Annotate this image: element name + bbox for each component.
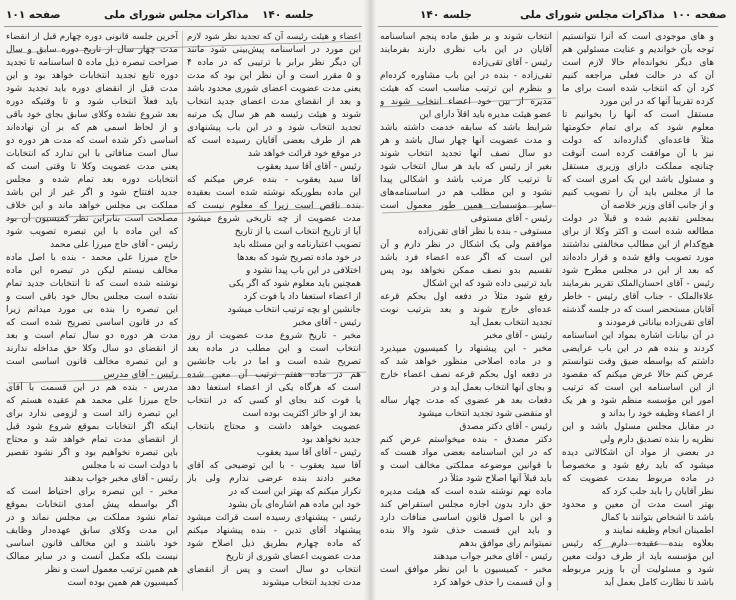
text-line: رفع شود مثلاً در دفعه اول بحکم قرعه xyxy=(380,292,552,302)
text-line: نمیتوانم رأی موافق بدهم xyxy=(458,539,552,549)
text-line: مستوفی - بنده با نظر آقای تقی‌زاده xyxy=(418,227,552,237)
text-line: عضویت خواهد داشت و محتاج بانتخاب xyxy=(187,422,361,432)
text-line: مدت هر دوره دو سال تمام است و بعد xyxy=(6,331,178,341)
text-line: کمیسیون هم همین بوده است xyxy=(67,578,178,588)
text-line: رئیس - آقای آقا سید یعقوب xyxy=(256,448,361,458)
text-line: بمجلس تقدیم شده و قبلاً در دولت xyxy=(562,214,714,224)
left-page-right-column xyxy=(187,31,361,594)
text-line: ماده نهم نوشته شده است که هیئت مدیره xyxy=(380,487,552,497)
text-line: اساسی ذکر شده است که مدت هر دوره دو xyxy=(6,136,178,146)
text-line: بعد از او حائز اکثریت بوده است xyxy=(242,409,361,419)
text-line: آن دیگر نظر برابر با ترتیبی که در ماده ۴ xyxy=(187,58,361,68)
right-page-session-number: جلسه ۱۴۰ xyxy=(420,9,472,21)
text-line: خود باشند و این مخالف قانون اساسی xyxy=(6,539,178,549)
text-line: مخبر - این تبصره برای احتیاط است که xyxy=(6,487,178,497)
text-line: رئیس - آقای مخبر xyxy=(484,331,552,341)
text-line: نشده است مجلس بحال خود باقی است و xyxy=(6,292,178,302)
text-line: این تبصره زائد است و لزومی ندارد برای xyxy=(6,409,178,419)
right-page-number: صفحه ۱۰۰ xyxy=(672,9,727,21)
text-line: این مؤسسه باید از طرف دولت معین xyxy=(562,552,714,562)
text-line: با دولت است نه با مجلس xyxy=(81,461,178,471)
text-line: این تبصره را بنده بی مورد میدانم زیرا xyxy=(6,305,178,315)
text-line: بعد شروع نشده وکلای سابق بجای خود باقی xyxy=(6,110,178,120)
text-line: این ماده بطوریکه نوشته شده است بعقیده xyxy=(187,188,361,198)
text-line: و باید این قسمت حذف شود والا بنده xyxy=(380,526,552,536)
text-line: شوند و هیئت رئیسه هم هر سال یک مرتبه xyxy=(187,110,361,120)
text-line: که بعد از این در مجلس مطرح شود xyxy=(562,266,714,276)
text-line: مدیره از بین خود اعضاء انتخاب شوند و xyxy=(380,97,552,107)
text-line: باید فعلاً انتخاب شود و تا وقتیکه دوره xyxy=(6,97,178,107)
text-line: توجه بآن خواندیم و عنایت مسئولین هم xyxy=(562,45,714,55)
left-page-left-column xyxy=(6,31,178,594)
text-line: انتخاب شوند و بر طبق ماده پنجم اساسنامه xyxy=(380,32,552,42)
text-line: رئیس - آقای مستوفی xyxy=(470,214,552,224)
text-line: ما از مجلس باید آن را تصویب کنیم xyxy=(562,188,714,198)
text-line: در ماده مربوط بمدت عضویت که xyxy=(562,474,714,484)
text-line: و در ماده اصلاحی منظور خواهد شد که xyxy=(380,357,552,367)
text-line: مثلاً قاعده‌ای گذارده‌اند که دولت xyxy=(562,136,714,146)
text-line: و مدت عضویت آنها چهار سال باشد و هر xyxy=(380,136,552,146)
text-line: باید ترتیبی داده شود که این اشکال xyxy=(422,279,552,289)
text-line: بنده ناقص است زیرا که معلوم نیست که xyxy=(187,201,361,211)
text-line: بغیر از رئیس که باید هر سال انتخاب شود xyxy=(380,162,552,172)
text-line: همچنین باید معلوم شود که اگر یکی xyxy=(228,279,361,289)
text-line: جدید نخواهد بود xyxy=(301,435,361,445)
text-line: انتخابات دوره بعد تمام شده و مجلس xyxy=(6,175,178,185)
text-line: تقسیم بدو نصف ممکن نخواهد بود پس xyxy=(380,266,552,276)
text-line: هم همین ترتیب معمول است و نظر xyxy=(45,565,178,575)
text-line: رئیس - آقای مخبر جواب میدهند xyxy=(432,552,552,562)
text-line: رئیس - آقای مخبر جواب بدهند xyxy=(63,474,178,484)
text-line: تقی‌زاده - بنده در این باب مشاوره کرده‌ام xyxy=(380,71,552,81)
text-line: رئیس - آقای مخبر xyxy=(293,318,361,328)
text-line: انتخاب دو سال است و پس از انقضای xyxy=(187,565,361,575)
text-line: مخبر - این پیشنهاد را کمیسیون میپذیرد xyxy=(380,344,552,354)
text-line: تکرار میکنم که بهتر این است که در xyxy=(228,487,361,497)
text-line: امور این مؤسسه منظم شود و هر یک xyxy=(562,396,714,406)
text-line: علاءالملک - جناب آقای رئیس - خاطر xyxy=(562,292,714,302)
text-line: رئیس - آقای آقا سید یعقوب xyxy=(256,162,361,172)
left-page-running-title: مذاکرات مجلس شورای ملی xyxy=(104,9,249,21)
text-line: اعضاء و هیئت رئیسه آن که تجدید نظر شود لازم xyxy=(187,32,361,42)
text-line: مورد تصویب واقع شده و قرار داده‌اند xyxy=(562,253,714,263)
text-line: است که هرگاه یکی از اعضاء استعفا دهد xyxy=(187,383,361,393)
text-line: چنانچه مملکت دارای وزیری مستقل xyxy=(562,162,714,172)
text-line: و آن قسمت را حذف خواهد کرد xyxy=(433,578,552,588)
text-line: نیز با آن موافقت کرده است آنوقت xyxy=(562,149,714,159)
text-line: باشد تا نظارت کامل بعمل آید xyxy=(604,578,714,588)
text-line: های دیگر نخوانده‌ام حالا لازم است xyxy=(562,58,714,68)
text-line: نشود و این مطلب هم در اساسنامه‌های xyxy=(380,188,552,198)
text-line: هم در ماده هفتم ترتیب آن معین شده xyxy=(187,370,361,380)
text-line: مطالعه شده است و اکثر وکلا از برای xyxy=(562,227,714,237)
text-line: و از جانب آقای وزیر خلاصه آن xyxy=(600,201,714,211)
text-line: دو سال نصف آنها تجدید انتخاب شوند xyxy=(380,149,552,159)
text-line: باید قبلاً آنها اصلاح شود مثلاً در xyxy=(439,474,552,484)
text-line: آقا سید یعقوب - با این توضیحی که آقای xyxy=(187,461,361,471)
right-page-column-divider xyxy=(557,31,558,591)
text-line: نیست بلکه مکمل آنست و در سایر ممالک xyxy=(6,552,178,562)
text-line: مخبر - کمیسیون با این نظر موافق است xyxy=(380,565,552,575)
text-line: از این اساسنامه این است که ترتیب xyxy=(562,383,714,393)
text-line: مستقل است که آنها را بخوانیم تا xyxy=(562,110,714,120)
text-line: انتخاب است و این مطلب در ماده بعد xyxy=(187,344,361,354)
text-line: در موقع خود قرائت خواهد شد xyxy=(247,149,361,159)
text-line: عده‌ای خارج شوند و بعد بترتیب نوبت xyxy=(380,305,552,315)
text-line: اگر بواسطه پیش آمدی انتخابات بموقع xyxy=(6,500,178,510)
text-line: آقا سید یعقوب - بنده عرض میکنم که xyxy=(187,175,361,185)
text-line: حق دارد بدون اجازه مجلس استقراض کند xyxy=(380,500,552,510)
text-line: آخرین جلسه قانونی دوره چهارم قبل از انقضاء xyxy=(6,32,178,42)
text-line: تا ترتیب کار مرتب باشد و اشکالی پیدا xyxy=(380,175,552,185)
left-page-number: صفحه ۱۰۱ xyxy=(6,9,61,21)
text-line: مدت عضویت از چه تاریخی شروع میشود xyxy=(187,214,361,224)
text-line: در خود ماده تصریح شود که بعدها xyxy=(237,253,361,263)
text-line: در مقابل مجلس مسئول باشد و این xyxy=(562,422,714,432)
left-page-header-rule xyxy=(4,26,362,27)
text-line: نظر آقایان را باید جلب کرد که xyxy=(601,487,714,497)
text-line: آقایان در این باب نظری دارند بفرمایند xyxy=(380,45,552,55)
text-line: نوشته شده است که تا انتخابات جدید تمام xyxy=(6,279,178,289)
text-line: که ماده چهارم بطریق ذیل اصلاح شود xyxy=(187,539,361,549)
text-line: موافقم ولی یک اشکال در نظر دارم و آن xyxy=(380,240,552,250)
text-line: آن که در حالت فعلی مراجعه کنیم xyxy=(562,71,714,81)
text-line: شود و مسئولیت آن با وزیر مربوطه xyxy=(562,565,714,575)
right-page-header-rule xyxy=(378,26,718,27)
left-page-session-number: جلسه ۱۴۰ xyxy=(262,9,314,21)
text-line: که در قانون اساسی تصریح شده است که xyxy=(6,318,178,328)
text-line: تجدید انتخاب شود و در این باب پیشنهادی xyxy=(187,123,361,133)
text-line: پیشنهاد آقای تدین - بنده پیشنهاد میکنم xyxy=(187,526,361,536)
text-line: مدت تجدید انتخاب میشوند xyxy=(261,578,361,588)
text-line: این است که اگر عده اعضاء فرد باشد xyxy=(380,253,552,263)
text-line: این مورد در اساسنامه پیش‌بینی شود مانند xyxy=(187,45,361,55)
text-line: از اعضاء وظیفه خود را بداند و xyxy=(601,409,714,419)
text-line: و بنظرم این ترتیب مناسب است که هیئت xyxy=(380,84,552,94)
text-line: رئیس - آقای احسان‌الملک تقریر بفرمایند xyxy=(562,279,714,289)
text-line: حاج میرزا علی محمد هم عقیده هستم که xyxy=(6,396,178,406)
text-line: رئیس - آقای دکتر مصدق xyxy=(459,422,552,432)
text-line: مخالف نیستم لیکن در تبصره این ماده xyxy=(6,266,178,276)
text-line: دفعات بعد هر عضوی که مدت چهار ساله xyxy=(380,396,552,406)
text-line: او منقضی شود تجدید انتخاب میشود xyxy=(418,409,552,419)
right-page-running-title: مذاکرات مجلس شورای ملی xyxy=(520,9,665,21)
text-line: مملکت بی مجلس خواهد ماند و این خلاف xyxy=(6,201,178,211)
text-line: رئیس - پیشنهادی رسیده است قرائت میشود xyxy=(187,513,361,523)
text-line: اینکه اگر انتخابات بموقع شروع شود قبل xyxy=(6,422,178,432)
text-line: تصویب اعتبارنامه و این مسئله باید xyxy=(233,240,361,250)
text-line: صراحت تبصره ذیل ماده ۵ اساسنامه تا تجدید xyxy=(6,58,178,68)
text-line: جانشین او بچه ترتیب انتخاب میشود xyxy=(227,305,361,315)
text-line: یعنی مدت عضویت وکلا تا وقتی است که xyxy=(6,162,178,172)
text-line: رئیس - آقای حاج میرزا علی محمد xyxy=(50,240,178,250)
text-line: مصلحت است بنابراین نظر کمیسیون آن بود xyxy=(6,214,178,224)
text-line: باشد تا اشخاص بتوانند با کمال xyxy=(601,513,714,523)
text-line: مخبر - تاریخ شروع مدت عضویت از روز xyxy=(187,331,361,341)
text-line: معلوم شود که برای تمام حکومتها xyxy=(562,123,714,133)
text-line: جدید افتتاح شود و اگر غیر از این باشد xyxy=(6,188,178,198)
text-line: یعنی مدت عضویت اعضای شوری محدود باشد xyxy=(187,84,361,94)
text-line: آقایان مستحضر است که در جلسه گذشته xyxy=(562,305,714,315)
text-line: تصریح شده است و اما در باب جانشین xyxy=(187,357,361,367)
text-line: بهتر است مدت آن معین و محدود xyxy=(562,500,714,510)
text-line: آقای تقی‌زاده بیاناتی فرمودند و xyxy=(598,318,714,328)
text-line: مدت قبل از انقضای دوره باید تجدید شود xyxy=(6,84,178,94)
text-line: هم از طرف بعضی آقایان رسیده است که xyxy=(187,136,361,146)
text-line: کرد آن که انتخاب شده است برای ما xyxy=(562,84,714,94)
text-line: آیا از تاریخ انتخاب است یا از تاریخ xyxy=(234,227,361,237)
text-line: تجدید انتخاب بعمل آید xyxy=(469,318,552,328)
text-line: عرض کنم حالا عرض میکنم که مقصود xyxy=(562,370,714,380)
text-line: با قوانین موضوعه مملکتی مخالف است و xyxy=(380,461,552,471)
text-line: مدت چهار سال از تاریخ دوره سابق و سال xyxy=(6,45,178,55)
text-line: در آن بیانات اشاره بمواد این اساسنامه xyxy=(562,331,714,341)
text-line: اختلافی در این باب پیدا نشود و xyxy=(245,266,361,276)
text-line: در دفعه اول بحکم قرعه نصف اعضاء خارج xyxy=(380,370,552,380)
text-line: و بجای آنها انتخاب بعمل آید و در xyxy=(431,383,552,393)
text-line: بعلاوه بنده عقیده دارم که رئیس xyxy=(562,539,714,549)
text-line: دکتر مصدق - بنده میخواستم عرض کنم xyxy=(380,435,552,445)
text-line: اطمینان انجام وظیفه نمایند و xyxy=(605,526,714,536)
text-line: حاج میرزا علی محمد - بنده با اصل ماده xyxy=(6,253,178,263)
text-line: سال است منافاتی با این ندارد که انتخابات xyxy=(6,149,178,159)
text-line: که در این اساسنامه بعضی مواد هست که xyxy=(380,448,552,458)
text-line: میشود که باید رفع شود و مخصوصاً xyxy=(562,461,714,471)
text-line: عضو هیئت مدیره باید اقلاً دارای این xyxy=(419,110,552,120)
text-line: و بعد از انقضای مدت اعضای جدید انتخاب xyxy=(187,97,361,107)
text-line: مدت عضویت اعضای شوری از تاریخ xyxy=(225,552,361,562)
text-line: رئیس - آقای تقی‌زاده xyxy=(472,58,552,68)
text-line: داشتم که بواسطه ضیق وقت نتوانستم xyxy=(562,357,714,367)
text-line: و ۵ مقرر است و آن نظر این بود که مدت xyxy=(187,71,361,81)
right-page-left-column xyxy=(380,31,552,594)
left-page-column-divider xyxy=(182,31,183,591)
text-line: باین تبصره نخواهیم بود و اگر نشود تقصیر xyxy=(6,448,178,458)
text-line: کردند و بنده هم در این باب عرایضی xyxy=(562,344,714,354)
text-line: از انقضای مدت تمام خواهد شد و محتاج xyxy=(6,435,178,445)
text-line: این مدت وکلای سابق عهده‌دار وظایف xyxy=(6,526,178,536)
text-line: رئیس - آقای مدرس xyxy=(103,370,178,380)
text-line: مدرس - بنده هم در این قسمت با آقای xyxy=(6,383,178,393)
text-line: شرایط باشد که سابقه خدمت داشته باشد xyxy=(380,123,552,133)
text-line: یا فوت کند بجای او کسی که در انتخاب xyxy=(187,396,361,406)
text-line: دوره تابع تجدید انتخابات خواهد بود و این xyxy=(6,71,178,81)
text-line: هیچ‌کدام از این مطالب مخالفتی نداشتند xyxy=(562,240,714,250)
text-line: در بعضی از مواد آن اشکالاتی دیده xyxy=(562,448,714,458)
text-line: که این ماده با این تبصره تصویب شود xyxy=(6,227,178,237)
text-line: نظریه را بنده تصدیق دارم ولی xyxy=(599,435,714,445)
text-line: از انقضای دو سال وکلا حق مداخله ندارند xyxy=(6,344,178,354)
text-line: از اعضاء استعفا داد یا فوت کرد xyxy=(243,292,361,302)
text-line: تمام نشود مملکت بی مجلس نماند و در xyxy=(6,513,178,523)
text-line: خود این ماده هم اشاره‌ای بآن بشود xyxy=(228,500,361,510)
text-line: و های موجودی است که آنرا نتوانستیم xyxy=(562,32,714,42)
text-line: و این با اصول قانون اساسی منافات دارد xyxy=(380,513,552,523)
right-page-right-column xyxy=(562,31,714,594)
text-line: کرده تقریباً آنها که در این مورد xyxy=(599,97,714,107)
text-line: و این تبصره مخالف قانون اساسی است xyxy=(6,357,178,367)
text-line: و مسئول باشد این یک امری است که xyxy=(562,175,714,185)
text-line: سایر مؤسسات همین طور معمول است xyxy=(380,201,552,211)
text-line: مخبر دادند بنده عرضی ندارم ولی باز xyxy=(187,474,361,484)
text-line: و از لحاظ اسمی هم که بر آن نهاده‌اند xyxy=(6,123,178,133)
